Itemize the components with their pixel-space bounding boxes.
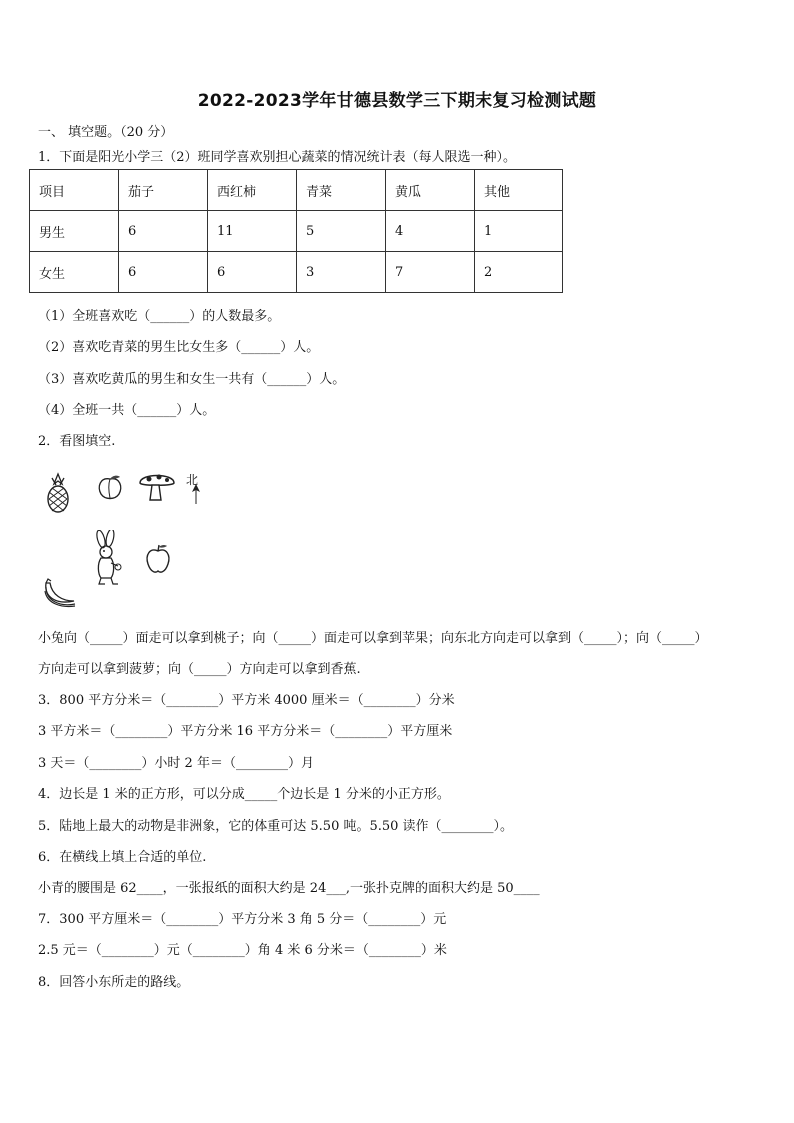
table-cell: 2 [475, 252, 563, 293]
table-cell: 3 [297, 252, 386, 293]
table-cell: 项目 [30, 170, 119, 211]
north-label: 北 [186, 473, 199, 487]
table-cell: 11 [208, 211, 297, 252]
table-cell: 青菜 [297, 170, 386, 211]
table-cell: 5 [297, 211, 386, 252]
mushroom-icon [137, 469, 177, 503]
question-2-text: 2．看图填空. [38, 434, 116, 449]
question-4-text: 4．边长是 1 米的正方形，可以分成_____个边长是 1 分米的小正方形。 [38, 787, 450, 802]
question-6-line: 小青的腰围是 62____，一张报纸的面积大约是 24___,一张扑克牌的面积大约是 50____ [38, 881, 540, 896]
page-title: 2022-2023学年甘德县数学三下期末复习检测试题 [197, 91, 597, 111]
question-1-sub-3: （3）喜欢吃黄瓜的男生和女生一共有（______）人。 [38, 372, 346, 387]
table-cell: 1 [475, 211, 563, 252]
table-cell: 西红柿 [208, 170, 297, 211]
table-cell: 男生 [30, 211, 119, 252]
question-3-line-2: 3 平方米＝（________）平方分米 16 平方分米＝（________）平方厘米 [38, 724, 453, 739]
question-3-line-3: 3 天＝（________）小时 2 年＝（________）月 [38, 756, 314, 771]
question-8-text: 8．回答小东所走的路线。 [38, 975, 190, 990]
rabbit-icon [91, 530, 125, 586]
table-cell: 4 [386, 211, 475, 252]
table-row [30, 252, 563, 293]
table-cell: 女生 [30, 252, 119, 293]
apple-icon [144, 543, 172, 575]
question-7-line-1: 7．300 平方厘米＝（________）平方分米 3 角 5 分＝（________）元 [38, 912, 447, 927]
question-5-text: 5．陆地上最大的动物是非洲象，它的体重可达 5.50 吨。5.50 读作（________）。 [38, 819, 514, 834]
vegetable-survey-table [29, 169, 563, 293]
question-1-sub-4: （4）全班一共（______）人。 [38, 403, 216, 418]
table-cell: 其他 [475, 170, 563, 211]
table-header-row [30, 170, 563, 211]
question-6-text: 6．在横线上填上合适的单位. [38, 850, 207, 865]
question-1-text: 1．下面是阳光小学三（2）班同学喜欢别担心蔬菜的情况统计表（每人限选一种）。 [38, 150, 517, 165]
question-7-line-2: 2.5 元＝（________）元（________）角 4 米 6 分米＝（________）米 [38, 943, 447, 958]
banana-icon [42, 577, 78, 609]
table-cell: 茄子 [119, 170, 208, 211]
table-cell: 黄瓜 [386, 170, 475, 211]
question-2-line-2: 方向走可以拿到菠萝；向（_____）方向走可以拿到香蕉. [38, 662, 361, 677]
north-arrow-icon [191, 484, 201, 504]
question-3-line-1: 3．800 平方分米＝（________）平方米 4000 厘米＝（________）分米 [38, 693, 455, 708]
question-2-line-1: 小兔向（_____）面走可以拿到桃子；向（_____）面走可以拿到苹果；向东北方向走可以拿到（_____）；向（_____） [38, 631, 708, 646]
peach-icon [95, 473, 125, 501]
pineapple-icon [44, 472, 72, 514]
section-heading: 一、 填空题。（20 分） [38, 125, 174, 140]
table-cell: 6 [119, 252, 208, 293]
table-cell: 6 [119, 211, 208, 252]
table-row [30, 211, 563, 252]
question-1-sub-2: （2）喜欢吃青菜的男生比女生多（______）人。 [38, 340, 320, 355]
question-1-sub-1: （1）全班喜欢吃（______）的人数最多。 [38, 309, 281, 324]
table-cell: 6 [208, 252, 297, 293]
table-cell: 7 [386, 252, 475, 293]
